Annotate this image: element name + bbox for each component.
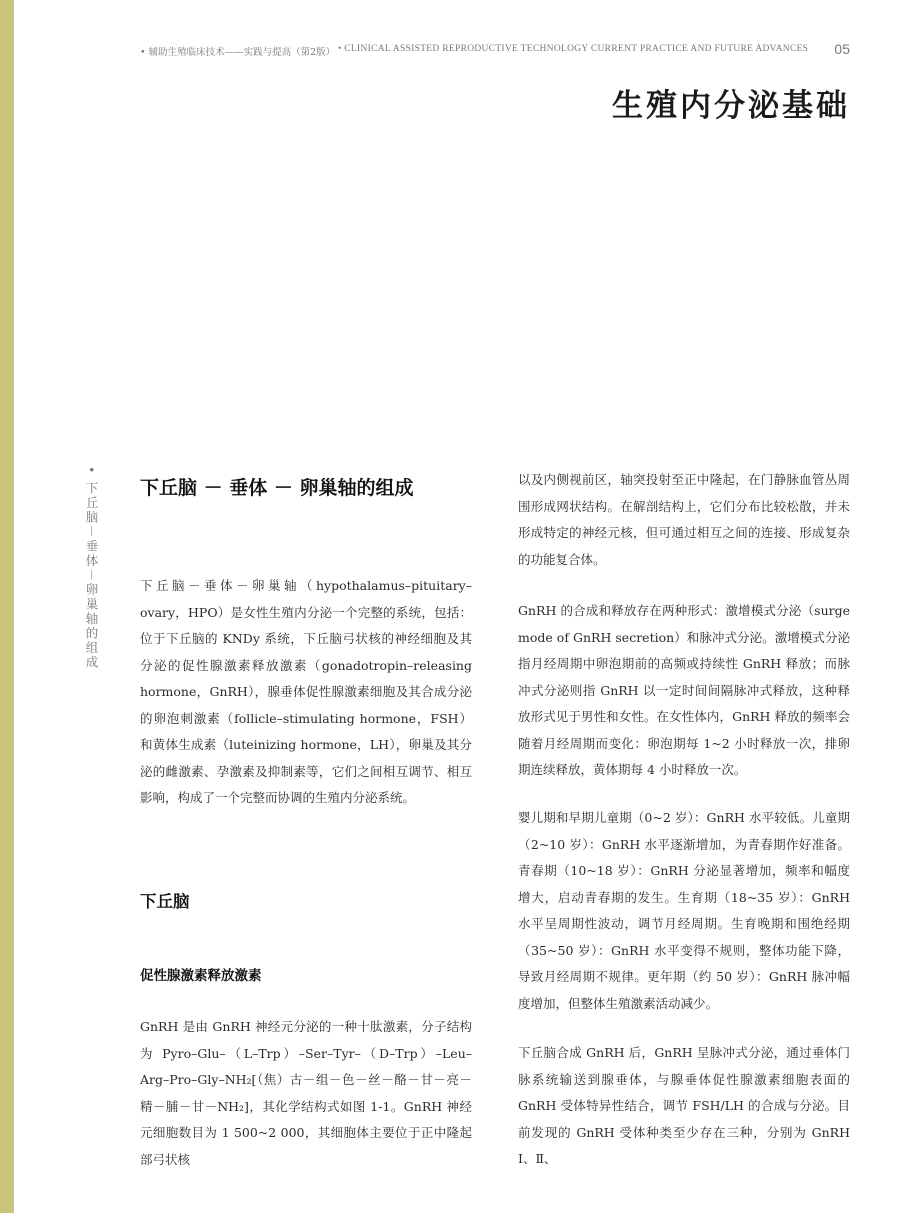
section-heading-hpo-axis: 下丘脑 － 垂体 － 卵巢轴的组成 (140, 477, 414, 499)
running-header (140, 42, 850, 58)
subsection-heading-gnrh: 促性腺激素释放激素 (140, 968, 262, 984)
header-book-title-cn: • 辅助生殖临床技术——实践与提高（第2版） (140, 47, 336, 58)
chapter-title: 生殖内分泌基础 (612, 88, 850, 124)
side-section-label: • 下丘脑－垂体－卵巢轴的组成 (84, 466, 99, 670)
paragraph-hpo-intro: 下丘脑－垂体－卵巢轴（hypothalamus–pituitary–ovary，HPO）是女性生殖内分泌一个完整的系统，包括：位于下丘脑的 KNDy 系统，下丘脑弓状核的神经细胞及其分泌的促性腺激素释放激素（gonadotropin–releasing hormone，GnRH），腺垂体促性腺激素细胞及其合成分泌的卵泡刺激素（follicle–stimulating hormone，FSH）和黄体生成素（luteinizing hormone，LH），卵巢及其分泌的雌激素、孕激素及抑制素等，它们之间相互调节、相互影响，构成了一个完整而协调的生殖内分泌系统。 (140, 578, 472, 805)
paragraph-gnrh-neurons: 以及内侧视前区，轴突投射至正中隆起，在门静脉血管丛周围形成网状结构。在解剖结构上，它们分布比较松散，并未形成特定的神经元核，但可通过相互之间的连接、形成复杂的功能复合体。 (518, 472, 850, 567)
paragraph-gnrh-structure: GnRH 是由 GnRH 神经元分泌的一种十肽激素，分子结构为 Pyro–Glu–（L–Trp）–Ser–Tyr–（D–Trp）–Leu–Arg–Pro–Gly–NH₂[（焦）古－组－色－丝－酪－甘－亮－精－脯－甘－NH₂]，其化学结构式如图 1-1。GnRH 神经元细胞数目为 1 500~2 000，其细胞体主要位于正中隆起部弓状核 (140, 1019, 472, 1167)
paragraph-gnrh-secretion-modes: GnRH 的合成和释放存在两种形式：激增模式分泌（surge mode of GnRH secretion）和脉冲式分泌。激增模式分泌指月经周期中卵泡期前的高频或持续性 GnRH 释放；而脉冲式分泌则指 GnRH 以一定时间间隔脉冲式释放，这种释放形式见于男性和女性。在女性体内，GnRH 释放的频率会随着月经周期而变化：卵泡期每 1~2 小时释放一次，排卵期连续释放，黄体期每 4 小时释放一次。 (518, 603, 850, 777)
paragraph-gnrh-receptors: 下丘脑合成 GnRH 后，GnRH 呈脉冲式分泌，通过垂体门脉系统输送到腺垂体，与腺垂体促性腺激素细胞表面的 GnRH 受体特异性结合，调节 FSH/LH 的合成与分泌。目前发现的 GnRH 受体种类至少存在三种，分别为 GnRH Ⅰ、Ⅱ、 (518, 1045, 850, 1166)
paragraph-gnrh-life-stages: 婴儿期和早期儿童期（0~2 岁）：GnRH 水平较低。儿童期（2~10 岁）：GnRH 水平逐渐增加，为青春期作好准备。青春期（10~18 岁）：GnRH 分泌显著增加，频率和幅度增大，启动青春期的发生。生育期（18~35 岁）：GnRH 水平呈周期性波动，调节月经周期。生育晚期和围绝经期（35~50 岁）：GnRH 水平变得不规则，整体功能下降，导致月经周期不规律。更年期（约 50 岁）：GnRH 脉冲幅度增加，但整体生殖激素活动减少。 (518, 810, 850, 1011)
page-edge-color-bar (0, 0, 14, 1213)
page-number: 05 (834, 41, 850, 57)
header-book-title-en: • CLINICAL ASSISTED REPRODUCTIVE TECHNOLOGY CURRENT PRACTICE AND FUTURE ADVANCES (338, 44, 809, 54)
section-heading-hypothalamus: 下丘脑 (140, 892, 190, 911)
